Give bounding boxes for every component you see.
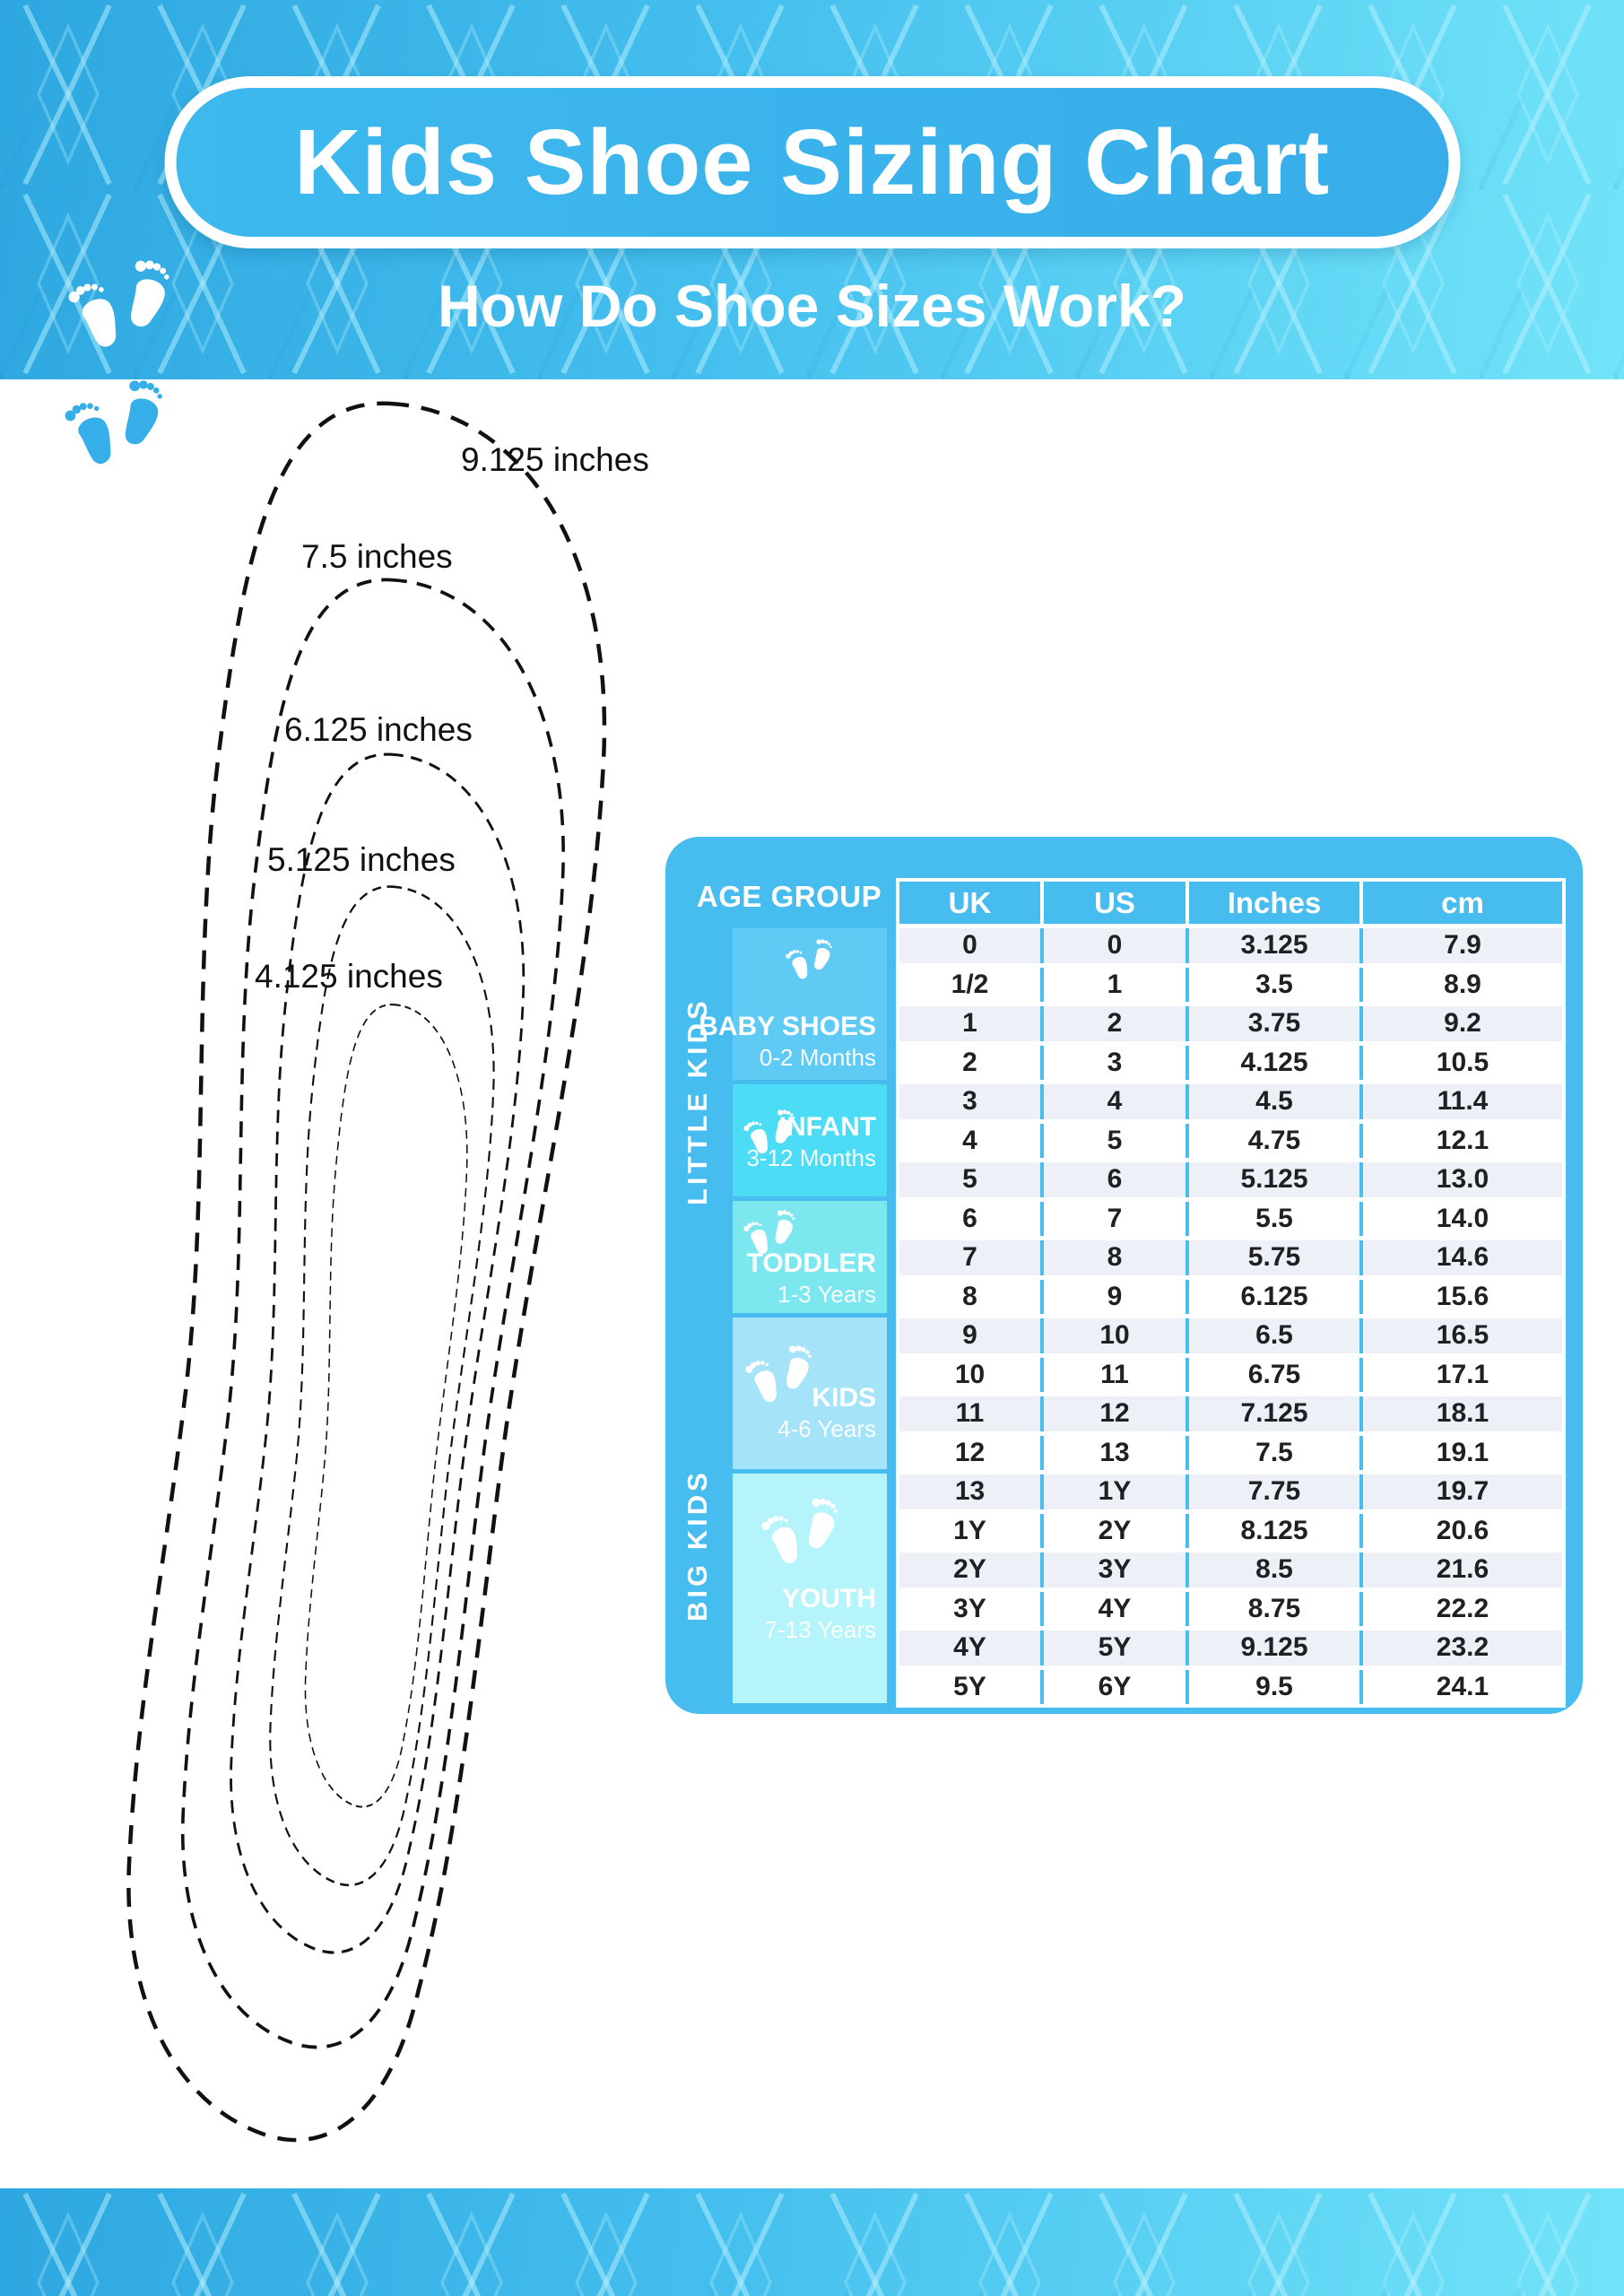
cell-uk: 9 (899, 1318, 1044, 1353)
age-group-toddler (733, 1201, 887, 1313)
size-grid (896, 878, 1566, 1708)
age-group-name: KIDS (812, 1383, 876, 1413)
cell-us: 13 (1044, 1436, 1189, 1471)
cell-us: 5Y (1044, 1631, 1189, 1665)
cell-inches: 7.5 (1189, 1436, 1363, 1471)
big-kids-label: BIG KIDS (682, 1469, 713, 1622)
cell-cm: 16.5 (1363, 1318, 1562, 1353)
footer-pattern (0, 2188, 1624, 2296)
cell-uk: 1 (899, 1006, 1044, 1041)
cell-cm: 18.1 (1363, 1396, 1562, 1431)
table-row (899, 1240, 1562, 1275)
table-row (899, 968, 1562, 1003)
table-row (899, 1592, 1562, 1627)
footprints-icon (68, 257, 178, 357)
cell-cm: 17.1 (1363, 1358, 1562, 1393)
cell-uk: 8 (899, 1280, 1044, 1315)
table-row (899, 1162, 1562, 1197)
age-group-column (699, 928, 887, 1703)
header-banner (0, 0, 1624, 379)
cell-us: 3Y (1044, 1552, 1189, 1587)
cell-us: 12 (1044, 1396, 1189, 1431)
foot-outline-6125 (231, 754, 524, 1952)
cell-us: 2 (1044, 1006, 1189, 1041)
age-group-youth (733, 1474, 887, 1703)
age-group-name: BABY SHOES (699, 1012, 876, 1041)
cell-inches: 3.75 (1189, 1006, 1363, 1041)
cell-cm: 22.2 (1363, 1592, 1562, 1627)
table-row (899, 1202, 1562, 1237)
column-header-us: US (1044, 882, 1189, 924)
cell-cm: 20.6 (1363, 1514, 1562, 1549)
little-kids-label: LITTLE KIDS (682, 997, 713, 1205)
sizing-table-panel (665, 837, 1583, 1714)
cell-cm: 7.9 (1363, 928, 1562, 963)
cell-us: 3 (1044, 1046, 1189, 1081)
cell-uk: 4Y (899, 1631, 1044, 1665)
cell-uk: 5Y (899, 1670, 1044, 1705)
cell-us: 0 (1044, 928, 1189, 963)
cell-inches: 6.125 (1189, 1280, 1363, 1315)
cell-us: 6 (1044, 1162, 1189, 1197)
age-group-range: 4-6 Years (777, 1415, 876, 1442)
cell-cm: 19.1 (1363, 1436, 1562, 1471)
cell-cm: 8.9 (1363, 968, 1562, 1003)
cell-cm: 10.5 (1363, 1046, 1562, 1081)
cell-cm: 14.6 (1363, 1240, 1562, 1275)
age-group-range: 3-12 Months (746, 1144, 876, 1171)
cell-cm: 24.1 (1363, 1670, 1562, 1705)
cell-inches: 4.5 (1189, 1084, 1363, 1119)
footprints-icon (761, 1495, 844, 1571)
cell-us: 7 (1044, 1202, 1189, 1237)
cell-inches: 8.5 (1189, 1552, 1363, 1587)
table-row (899, 1124, 1562, 1159)
cell-us: 9 (1044, 1280, 1189, 1315)
page-subtitle: How Do Shoe Sizes Work? (438, 273, 1186, 339)
column-header-uk: UK (899, 882, 1044, 924)
foot-outline-diagram (40, 384, 668, 2178)
cell-inches: 8.75 (1189, 1592, 1363, 1627)
cell-uk: 12 (899, 1436, 1044, 1471)
cell-us: 5 (1044, 1124, 1189, 1159)
table-row (899, 928, 1562, 963)
age-group-infant (733, 1084, 887, 1196)
cell-cm: 15.6 (1363, 1280, 1562, 1315)
measurement-label: 6.125 inches (284, 711, 473, 748)
cell-us: 8 (1044, 1240, 1189, 1275)
table-header-row (899, 882, 1562, 924)
cell-uk: 1Y (899, 1514, 1044, 1549)
foot-outline-5125 (270, 887, 493, 1885)
cell-inches: 4.75 (1189, 1124, 1363, 1159)
cell-cm: 23.2 (1363, 1631, 1562, 1665)
table-row (899, 1084, 1562, 1119)
cell-uk: 2Y (899, 1552, 1044, 1587)
cell-inches: 3.125 (1189, 928, 1363, 963)
cell-inches: 9.5 (1189, 1670, 1363, 1705)
cell-cm: 21.6 (1363, 1552, 1562, 1587)
cell-uk: 3Y (899, 1592, 1044, 1627)
page-title: Kids Shoe Sizing Chart (293, 110, 1331, 213)
table-row (899, 1552, 1562, 1587)
table-row (899, 1358, 1562, 1393)
cell-uk: 13 (899, 1474, 1044, 1509)
cell-inches: 8.125 (1189, 1514, 1363, 1549)
cell-uk: 1/2 (899, 968, 1044, 1003)
table-row (899, 1436, 1562, 1471)
age-group-name: INFANT (778, 1112, 876, 1142)
cell-inches: 5.75 (1189, 1240, 1363, 1275)
age-group-range: 1-3 Years (777, 1281, 876, 1308)
cell-inches: 5.125 (1189, 1162, 1363, 1197)
cell-inches: 7.75 (1189, 1474, 1363, 1509)
measurement-label: 7.5 inches (301, 538, 453, 575)
cell-uk: 0 (899, 928, 1044, 963)
table-row (899, 1670, 1562, 1705)
cell-uk: 4 (899, 1124, 1044, 1159)
cell-us: 11 (1044, 1358, 1189, 1393)
table-row (899, 1396, 1562, 1431)
cell-uk: 10 (899, 1358, 1044, 1393)
cell-cm: 19.7 (1363, 1474, 1562, 1509)
cell-uk: 2 (899, 1046, 1044, 1081)
table-row (899, 1514, 1562, 1549)
cell-cm: 12.1 (1363, 1124, 1562, 1159)
table-row (899, 1280, 1562, 1315)
table-row (899, 1006, 1562, 1041)
cell-cm: 14.0 (1363, 1202, 1562, 1237)
footer-banner (0, 2188, 1624, 2296)
table-row (899, 1474, 1562, 1509)
foot-outline-4125 (305, 1004, 466, 1807)
measurement-label: 4.125 inches (255, 958, 443, 995)
cell-us: 2Y (1044, 1514, 1189, 1549)
cell-inches: 3.5 (1189, 968, 1363, 1003)
age-group-range: 7-13 Years (764, 1616, 876, 1643)
cell-uk: 5 (899, 1162, 1044, 1197)
age-group-range: 0-2 Months (759, 1044, 876, 1071)
cell-us: 1 (1044, 968, 1189, 1003)
cell-cm: 11.4 (1363, 1084, 1562, 1119)
cell-cm: 9.2 (1363, 1006, 1562, 1041)
column-header-inches: Inches (1189, 882, 1363, 924)
cell-inches: 6.75 (1189, 1358, 1363, 1393)
foot-outline-9125 (128, 404, 604, 2140)
cell-us: 4 (1044, 1084, 1189, 1119)
age-group-name: TODDLER (746, 1248, 876, 1278)
age-group-baby-shoes (699, 928, 887, 1080)
cell-us: 1Y (1044, 1474, 1189, 1509)
footprints-icon (786, 937, 836, 984)
table-row (899, 1046, 1562, 1081)
title-pill (164, 76, 1460, 248)
cell-uk: 7 (899, 1240, 1044, 1275)
age-group-kids (733, 1318, 887, 1469)
cell-uk: 11 (899, 1396, 1044, 1431)
cell-us: 4Y (1044, 1592, 1189, 1627)
cell-uk: 3 (899, 1084, 1044, 1119)
cell-cm: 13.0 (1363, 1162, 1562, 1197)
cell-inches: 9.125 (1189, 1631, 1363, 1665)
cell-inches: 5.5 (1189, 1202, 1363, 1237)
cell-us: 10 (1044, 1318, 1189, 1353)
age-group-header: AGE GROUP (696, 880, 882, 913)
measurement-label: 9.125 inches (461, 441, 649, 478)
table-row (899, 1631, 1562, 1665)
cell-inches: 4.125 (1189, 1046, 1363, 1081)
cell-inches: 7.125 (1189, 1396, 1363, 1431)
cell-uk: 6 (899, 1202, 1044, 1237)
foot-outline-75 (183, 579, 563, 2047)
cell-inches: 6.5 (1189, 1318, 1363, 1353)
table-row (899, 1318, 1562, 1353)
column-header-cm: cm (1363, 882, 1562, 924)
measurement-label: 5.125 inches (267, 841, 456, 878)
cell-us: 6Y (1044, 1670, 1189, 1705)
age-group-name: YOUTH (782, 1584, 876, 1613)
